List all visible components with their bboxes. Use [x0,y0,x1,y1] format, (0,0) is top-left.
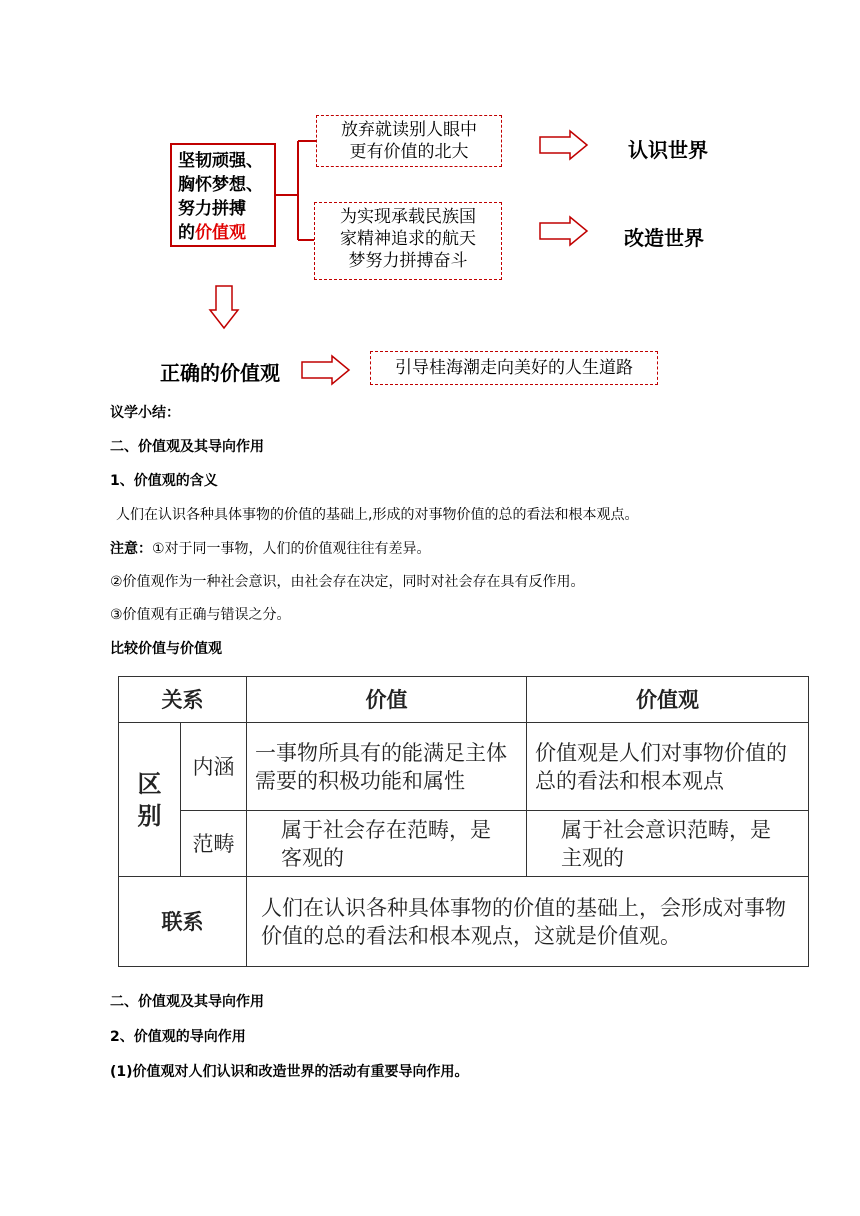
group-diff-char-2: 别 [137,801,162,830]
arrow-right-icon [302,356,349,384]
table-row-link [119,877,809,967]
choice-box-aerospace [314,202,502,280]
box1-line-2: 更有价值的北大 [349,142,469,162]
note2-text: ②价值观作为一种社会意识，由社会存在决定，同时对社会存在具有反作用。 [110,574,585,590]
note1-text: ①对于同一事物，人们的价值观往往有差异。 [152,541,431,557]
item2-title: 2、价值观的导向作用 [110,1029,246,1045]
row-label-category: 范畴 [181,811,247,877]
note-label: 注意： [110,541,152,557]
row-label-link: 联系 [119,877,247,967]
cell-value-connotation: 一事物所具有的能满足主体需要的积极功能和属性 [247,723,527,811]
diagram-connectors [0,0,860,400]
label-change-world: 改造世界 [624,226,704,250]
note3-text: ③价值观有正确与错误之分。 [110,607,291,623]
result-box: 引导桂海潮走向美好的人生道路 [370,351,658,385]
arrow-right-icon [540,131,587,159]
box2-line-3: 梦努力拼搏奋斗 [348,251,468,271]
definition-text: 人们在认识各种具体事物的价值的基础上,形成的对事物价值的总的看法和根本观点。 [116,507,639,523]
item1-title: 1、价值观的含义 [110,473,218,489]
cell-link: 人们在认识各种具体事物的价值的基础上，会形成对事物价值的总的看法和根本观点，这就是价值观。 [247,877,809,967]
header-value: 价值 [247,677,527,723]
header-values-view: 价值观 [527,677,809,723]
main-box-line-3: 努力拼搏 [178,199,246,219]
guide1-text: (1)价值观对人们认识和改造世界的活动有重要导向作用。 [110,1064,469,1080]
note1-line [110,539,431,559]
box2-line-1: 为实现承载民族国 [340,207,476,227]
comparison-table [118,676,809,967]
section2-title-repeat: 二、价值观及其导向作用 [110,994,264,1010]
row-label-connotation: 内涵 [181,723,247,811]
header-relation: 关系 [119,677,247,723]
main-box-line-2: 胸怀梦想、 [178,175,263,195]
group-diff-char-1: 区 [137,769,162,798]
table-row-connotation [119,723,809,811]
main-box-highlight: 价值观 [195,223,246,243]
compare-title: 比较价值与价值观 [110,641,222,657]
label-correct-values: 正确的价值观 [160,361,280,385]
table-header-row [119,677,809,723]
cell-value-category: 属于社会存在范畴，是客观的 [247,811,527,877]
arrow-down-icon [210,286,238,328]
section2-title: 二、价值观及其导向作用 [110,439,264,455]
box1-line-1: 放弃就读别人眼中 [341,120,477,140]
label-know-world: 认识世界 [628,138,708,162]
group-difference [119,723,181,877]
summary-title: 议学小结： [110,405,180,421]
cell-view-category: 属于社会意识范畴，是主观的 [527,811,809,877]
main-box-line-1: 坚韧顽强、 [178,151,263,171]
box2-line-2: 家精神追求的航天 [340,229,476,249]
table-row-category [119,811,809,877]
cell-view-connotation: 价值观是人们对事物价值的总的看法和根本观点 [527,723,809,811]
choice-box-beida [316,115,502,167]
arrow-right-icon [540,217,587,245]
main-box-prefix: 的 [178,223,195,243]
